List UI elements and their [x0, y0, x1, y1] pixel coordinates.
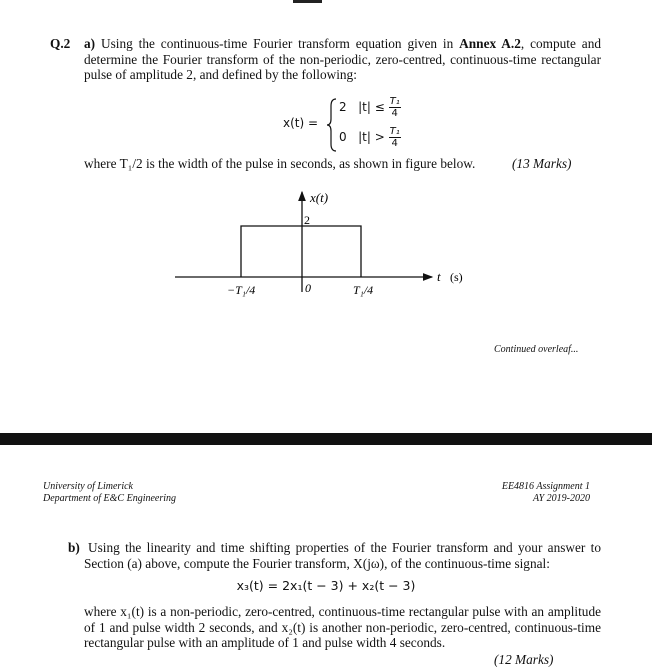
footer-right [502, 481, 590, 505]
continued-overleaf: Continued overleaf... [494, 344, 579, 355]
case-1-value: 2 [339, 100, 347, 114]
page-separator [0, 433, 652, 445]
footer-left [43, 481, 176, 505]
case-2 [339, 126, 401, 149]
part-a-text [84, 36, 601, 83]
t-axis-unit: (s) [450, 270, 463, 284]
question-number: Q.2 [50, 36, 71, 51]
tick-left: −T₁/4 [227, 283, 256, 297]
university: University of Limerick [43, 481, 133, 492]
pulse-figure [150, 180, 500, 300]
tick-right: T₁/4 [353, 283, 374, 297]
brace [327, 98, 337, 152]
part-b-where-text: where x₁(t) is a non-periodic, zero-centred, continuous-time rectangular pulse with an amplitude of 1 and pulse width 2 seconds, and x₂(t) is another non-periodic, zero-centred, continuous-time rectangular pulse with an amplitude of 1 and pulse width 4 seconds. [84, 604, 601, 651]
equation-lhs: x(t) = [283, 116, 319, 130]
fraction: $\frac{\text{T₁}}{4}$ [389, 126, 400, 149]
marks-b: (12 Marks) [494, 652, 554, 667]
case-2-value: 0 [339, 130, 347, 144]
case-1-condition: |t| ≤ [358, 100, 385, 114]
amplitude-label: 2 [304, 213, 310, 227]
piecewise-equation [283, 96, 443, 154]
marks-a: (13 Marks) [512, 156, 572, 171]
academic-year: AY 2019-2020 [533, 493, 590, 504]
case-1 [339, 96, 401, 119]
part-b-equation: x₃(t) = 2x₁(t − 3) + x₂(t − 3) [236, 578, 416, 593]
tick-zero: 0 [305, 281, 311, 295]
annex-reference: Annex A.2 [459, 36, 521, 51]
part-b-label: b) [68, 540, 80, 555]
course: EE4816 Assignment 1 [501, 481, 590, 492]
where-text-a: where T₁/2 is the width of the pulse in seconds, as shown in figure below. [84, 156, 476, 171]
t-axis-label: t [437, 269, 441, 284]
part-a-label: a) [84, 36, 96, 51]
part-b-text: Using the linearity and time shifting properties of the Fourier transform and your answer to Section (a) above, compute the Fourier transform, X(jω), of the continuous-time signal: [84, 540, 601, 571]
fraction: $\frac{\text{T₁}}{4}$ [389, 96, 400, 119]
part-a-text-1: Using the continuous-time Fourier transform equation given in [100, 36, 454, 51]
y-axis-label: x(t) [310, 190, 329, 205]
case-2-condition: |t| > [358, 130, 385, 144]
part-a-text-2: , compute and determine the Fourier transform of the non-periodic, zero-centred, continuous-time rectangular pulse of amplitude 2, and defined by the following: [84, 36, 601, 83]
pulse [241, 226, 361, 277]
department: Department of E&C Engineering [43, 493, 177, 504]
top-edge-mark [293, 0, 322, 3]
